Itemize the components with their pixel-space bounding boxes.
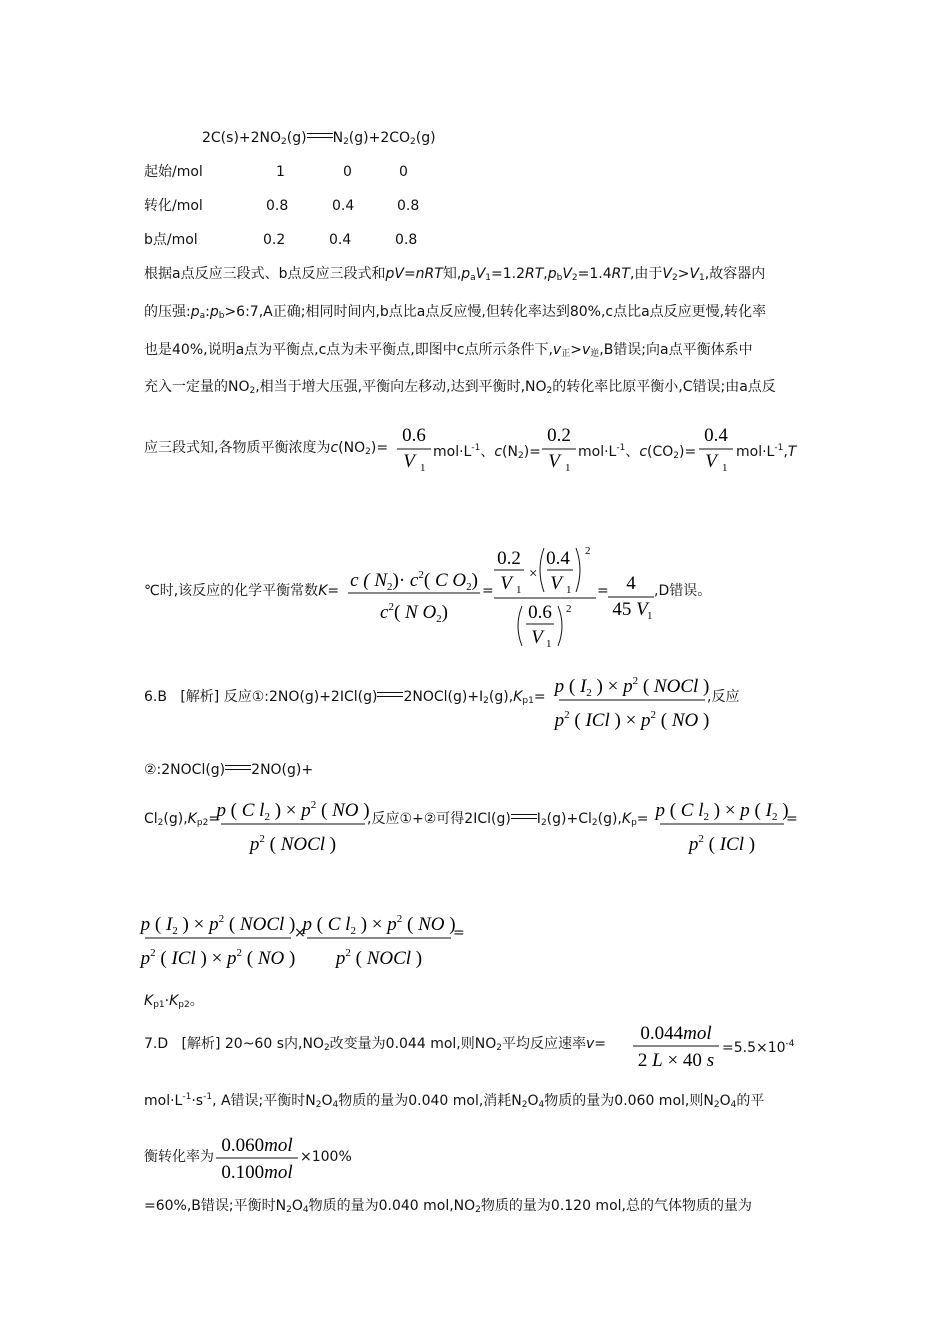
svg-text:c2( N O2): $c^2$( N $O_2$)	[380, 601, 448, 625]
fraction-Kp1	[554, 674, 710, 736]
svg-text:p2 ( NOCl ): $p^2$ ( NOCl )	[335, 947, 423, 969]
q6-line: $Cl_2(g),K_{p2}=$	[144, 811, 221, 828]
fraction-K-definition	[346, 568, 482, 628]
q6-line: ②:2NOCl(g) 2NO(g)+	[144, 762, 314, 778]
svg-text:c ( N2)· c2( C O2): c ( $N_2)\cdot c^2$( C $O_2$)	[350, 569, 478, 593]
paragraph-line: 应三段式知,各物质平衡浓度为$c(NO_2)=$	[144, 440, 389, 457]
paragraph-line: 根据a点反应三段式、b点反应三段式和pV=nRT知$,p_aV_1=1.2RT,p_bV_2=1.4RT$,由于$V_2>V_1$,故容器内	[144, 266, 766, 283]
equilibrium-arrow-icon	[377, 691, 403, 699]
paragraph-line: 的压强$:p_a:p_b>6:7,A$正确;相同时间内,b点比a点反应慢,但转化率达到80%,c点比a点反应更慢,转化率	[144, 304, 767, 321]
fraction-rate	[631, 1022, 721, 1072]
svg-text:p2 ( ICl ) × p2 ( NO ): $p^2$ ( ICl ) × $p^2$ ( NO )	[554, 709, 710, 731]
table-cell: 0.4	[329, 232, 352, 248]
svg-text:V: V	[550, 573, 562, 594]
q6-number: 6.B	[144, 689, 167, 705]
equilibrium-arrow-icon	[307, 132, 333, 140]
svg-text:V: V	[705, 451, 717, 472]
svg-text:p ( C l2 ) × p2 ( NO ): p ( C $l_2$ ) × $p^2$ ( NO )	[216, 799, 370, 823]
q6-line: $K_{p1}\cdot K_{p2}$。	[144, 993, 204, 1010]
paragraph-line: =	[482, 583, 494, 599]
svg-text:0.4: 0.4	[704, 425, 728, 446]
q7-line: 衡转化率为	[144, 1149, 214, 1165]
table-cell: 0.2	[263, 232, 286, 248]
q7-line: 7.D [解析] 20~60 s内$,NO_2$改变量为0.044 mol,则$NO_2$平均反应速率v=	[144, 1036, 607, 1053]
svg-text:p ( I2 ) × p2 ( NOCl ): p ( $I_2$ ) × $p^2$ ( NOCl )	[140, 913, 296, 937]
q6-line: 6.B [解析] 反应①:2NO(g)+2ICl(g) $2NOCl(g)+I_2(g),K_{p1}=$	[144, 689, 546, 706]
svg-text:1: 1	[722, 462, 728, 474]
q7-number: 7.D	[144, 1036, 169, 1052]
q7-tag: [解析]	[181, 1036, 221, 1052]
svg-text:p2 ( ICl ): $p^2$ ( ICl )	[688, 833, 756, 855]
svg-text:1: 1	[420, 462, 426, 474]
paragraph-line: 充入一定量的$NO_2$,相当于增大压强,平衡向左移动,达到平衡时$,NO_2$的转化率比原平衡小,C错误;由a点反	[144, 379, 776, 396]
svg-text:V: V	[500, 573, 512, 594]
table-row-label: 起始/mol	[144, 164, 203, 180]
svg-text:0.6: 0.6	[402, 425, 426, 446]
q6-tag: [解析]	[180, 689, 220, 705]
q7-line: $mol\cdot L^{-1}\cdot s^{-1}$, A错误;平衡时$N_2O_4$物质的量为0.040 mol,消耗$N_2O_4$物质的量为0.060 mol,则$N_2O_4$的平	[144, 1092, 765, 1110]
fraction-Kp	[655, 798, 789, 860]
paragraph-line: 也是40%,说明a点为平衡点,c点为未平衡点,即图中c点所示条件下$,v_正>v_逆,B$错误;向a点平衡体系中	[144, 342, 753, 359]
paragraph-line: =	[597, 583, 609, 599]
equilibrium-arrow-icon	[511, 813, 537, 821]
svg-text:0.2: 0.2	[497, 548, 521, 569]
svg-text:p ( C l2 ) × p ( I2 ): p ( C $l_2$ ) × p ( $I_2$ )	[655, 800, 789, 823]
fraction-K-substituted	[492, 540, 598, 652]
q7-line: $=5.5\times 10^{-4}$	[722, 1039, 795, 1056]
reaction-equation: $2C(s)+2NO_2(g)$ $N_2(g)+2CO_2(g)$	[202, 130, 436, 147]
table-cell: 0.8	[266, 198, 289, 214]
svg-text:0.044mol: 0.044mol	[640, 1023, 712, 1044]
q6-line: =	[786, 811, 798, 827]
svg-text:0.4: 0.4	[546, 548, 570, 569]
svg-text:p2 ( ICl ) × p2 ( NO ): $p^2$ ( ICl ) × $p^2$ ( NO )	[140, 947, 296, 969]
svg-text:1: 1	[546, 638, 552, 650]
table-cell: 0	[399, 164, 408, 180]
svg-text:1: 1	[647, 610, 653, 622]
fraction-0.6-over-V1	[396, 424, 432, 474]
svg-text:V: V	[403, 451, 415, 472]
svg-text:V: V	[531, 627, 543, 648]
fraction-0.4-over-V1	[698, 424, 734, 474]
table-cell: 0.8	[395, 232, 418, 248]
fraction-0.2-over-V1	[541, 424, 577, 474]
svg-text:0.100mol: 0.100mol	[221, 1162, 293, 1183]
svg-text:0.2: 0.2	[547, 425, 571, 446]
table-row-label: 转化/mol	[144, 198, 203, 214]
fraction-Kp1-repeat	[140, 912, 296, 974]
svg-text:2 L × 40 s: 2 L × 40 s	[637, 1050, 715, 1071]
svg-text:p ( C l2 ) × p2 ( NO ): p ( C $l_2$ ) × $p^2$ ( NO )	[302, 913, 456, 937]
svg-text:1: 1	[566, 584, 572, 596]
paragraph-line: $mol\cdot L^{-1}$、$c(CO_2)=$	[578, 443, 697, 461]
paragraph-line: $mol\cdot L^{-1}$、$c(N_2)=$	[433, 443, 541, 461]
q7-line: ×100%	[300, 1149, 352, 1165]
svg-text:45 V: 45 V	[612, 599, 648, 620]
table-row-label: b点/mol	[144, 232, 198, 248]
fraction-4-over-45V1	[607, 572, 655, 622]
svg-text:1: 1	[516, 584, 522, 596]
svg-text:0.6: 0.6	[528, 602, 552, 623]
q6-line: ,反应①+②可得2ICl(g) $I_2(g)+Cl_2(g),K_p=$	[367, 811, 649, 828]
fraction-Kp2-repeat	[302, 912, 456, 974]
q6-line: ×	[294, 925, 306, 941]
fraction-conversion	[214, 1134, 300, 1184]
svg-text:×: ×	[529, 566, 538, 582]
svg-text:2: 2	[566, 603, 572, 615]
paragraph-line: $mol\cdot L^{-1},T$	[736, 443, 797, 460]
equilibrium-arrow-icon	[225, 764, 251, 772]
svg-text:V: V	[548, 451, 560, 472]
svg-text:p2 ( NOCl ): $p^2$ ( NOCl )	[249, 833, 337, 855]
svg-text:1: 1	[565, 462, 571, 474]
table-cell: 0.4	[332, 198, 355, 214]
paragraph-line: ℃时,该反应的化学平衡常数K=	[144, 583, 340, 599]
table-cell: 1	[276, 164, 285, 180]
svg-text:2: 2	[585, 545, 591, 557]
table-cell: 0	[343, 164, 352, 180]
q7-line: =60%,B错误;平衡时$N_2O_4$物质的量为0.040 $mol,NO_2$物质的量为0.120 mol,总的气体物质的量为	[144, 1198, 752, 1215]
q6-line: =	[453, 925, 465, 941]
table-cell: 0.8	[397, 198, 420, 214]
fraction-Kp2	[216, 798, 370, 860]
svg-text:4: 4	[626, 573, 636, 594]
paragraph-line: ,D错误。	[654, 583, 712, 599]
svg-text:0.060mol: 0.060mol	[221, 1135, 293, 1156]
svg-text:p ( I2 ) × p2 ( NOCl ): p ( $I_2$ ) × $p^2$ ( NOCl )	[554, 675, 710, 699]
paragraph-line: ,反应	[707, 689, 740, 705]
